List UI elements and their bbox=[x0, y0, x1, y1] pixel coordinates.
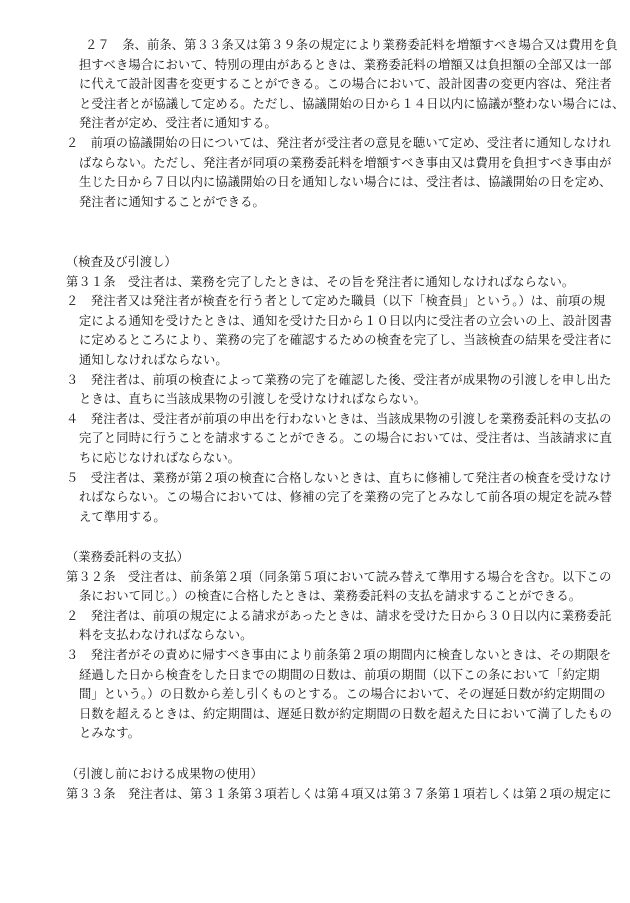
text-line: ３ 発注者は、前項の検査によって業務の完了を確認した後、受注者が成果物の引渡しを申し出た bbox=[66, 372, 612, 387]
article-32 bbox=[66, 548, 613, 744]
text-line: 発注者に通知することができる。 bbox=[79, 194, 265, 209]
text-line: 担すべき場合において、特別の理由があるときは、業務委託料の増額又は負担額の全部又は一部 bbox=[79, 57, 612, 72]
text-line: 第３３条 発注者は、第３１条第３項若しくは第４項又は第３７条第１項若しくは第２項の規定に bbox=[66, 786, 612, 801]
text-line: ２７ 条、前条、第３３条又は第３９条の規定により業務委託料を増額すべき場合又は費用を負 bbox=[85, 38, 618, 52]
text-line: 第３２条 受注者は、前条第２項（同条第５項において読み替えて準用する場合を含む。以下この bbox=[66, 569, 612, 584]
text-line: ときは、直ちに当該成果物の引渡しを受けなければならない。 bbox=[79, 392, 427, 407]
text-line: に定めるところにより、業務の完了を確認するための検査を完了し、当該検査の結果を受注者に bbox=[79, 333, 613, 348]
text-line: ５ 受注者は、業務が第２項の検査に合格しないときは、直ちに修補して発注者の検査を受けなけ bbox=[66, 470, 612, 485]
text-line: 条において同じ。）の検査に合格したときは、業務委託料の支払を請求することができる。 bbox=[79, 589, 582, 604]
text-line: えて準用する。 bbox=[79, 509, 166, 524]
text-line: ばならない。ただし、発注者が同項の業務委託料を増額すべき事由又は費用を負担すべき事由が bbox=[79, 155, 612, 170]
text-line: 定による通知を受けたときは、通知を受けた日から１０日以内に受注者の立会いの上、設計図書 bbox=[79, 313, 613, 328]
text-line: に代えて設計図書を変更することができる。この場合において、設計図書の変更内容は、発注者 bbox=[79, 77, 612, 92]
text-line: 日数を超えるときは、約定期間は、遅延日数が約定期間の日数を超えた日において満了したもの bbox=[79, 706, 613, 721]
article-31 bbox=[66, 253, 613, 527]
text-line: 完了と同時に行うことを請求することができる。この場合においては、受注者は、当該請求に直 bbox=[79, 431, 613, 446]
text-line: 料を支払わなければならない。 bbox=[79, 628, 253, 643]
section-heading: （検査及び引渡し） bbox=[66, 255, 177, 269]
text-line: ２ 発注者又は発注者が検査を行う者として定めた職員（以下「検査員」という。）は、前項の規 bbox=[66, 294, 606, 309]
section-heading: （業務委託料の支払） bbox=[66, 550, 189, 564]
section-heading: （引渡し前における成果物の使用） bbox=[66, 767, 263, 781]
text-line: ４ 発注者は、受注者が前項の申出を行わないときは、当該成果物の引渡しを業務委託料の支払の bbox=[66, 411, 612, 426]
text-line: と受注者とが協議して定める。ただし、協議開始の日から１４日以内に協議が整わない場合には、 bbox=[79, 96, 625, 111]
article-continuation bbox=[66, 36, 625, 212]
text-line: 通知しなければならない。 bbox=[79, 352, 228, 367]
text-line: とみなす。 bbox=[79, 726, 141, 741]
text-line: ちに応じなければならない。 bbox=[79, 450, 241, 465]
text-line: 間」という。）の日数から差し引くものとする。この場合において、その遅延日数が約定期間の bbox=[79, 687, 606, 702]
text-line: ２ 前項の協議開始の日については、発注者が受注者の意見を聴いて定め、受注者に通知しなけれ bbox=[66, 135, 611, 150]
text-line: 経過した日から検査をした日までの期間の日数は、前項の期間（以下この条において「約定期 bbox=[79, 667, 600, 682]
text-line: ３ 発注者がその責めに帰すべき事由により前条第２項の期間内に検査しないときは、その期限を bbox=[66, 647, 612, 662]
text-line: 発注者が定め、受注者に通知する。 bbox=[79, 116, 277, 131]
text-line: 生じた日から７日以内に協議開始の日を通知しない場合には、受注者は、協議開始の日を定め、 bbox=[79, 175, 612, 190]
text-line: ２ 発注者は、前項の規定による請求があったときは、請求を受けた日から３０日以内に業務委託 bbox=[66, 608, 612, 623]
text-line: 第３１条 受注者は、業務を完了したときは、その旨を発注者に通知しなければならない。 bbox=[66, 274, 575, 289]
text-line: ればならない。この場合においては、修補の完了を業務の完了とみなして前各項の規定を読み替 bbox=[79, 490, 613, 505]
article-33 bbox=[66, 765, 612, 804]
